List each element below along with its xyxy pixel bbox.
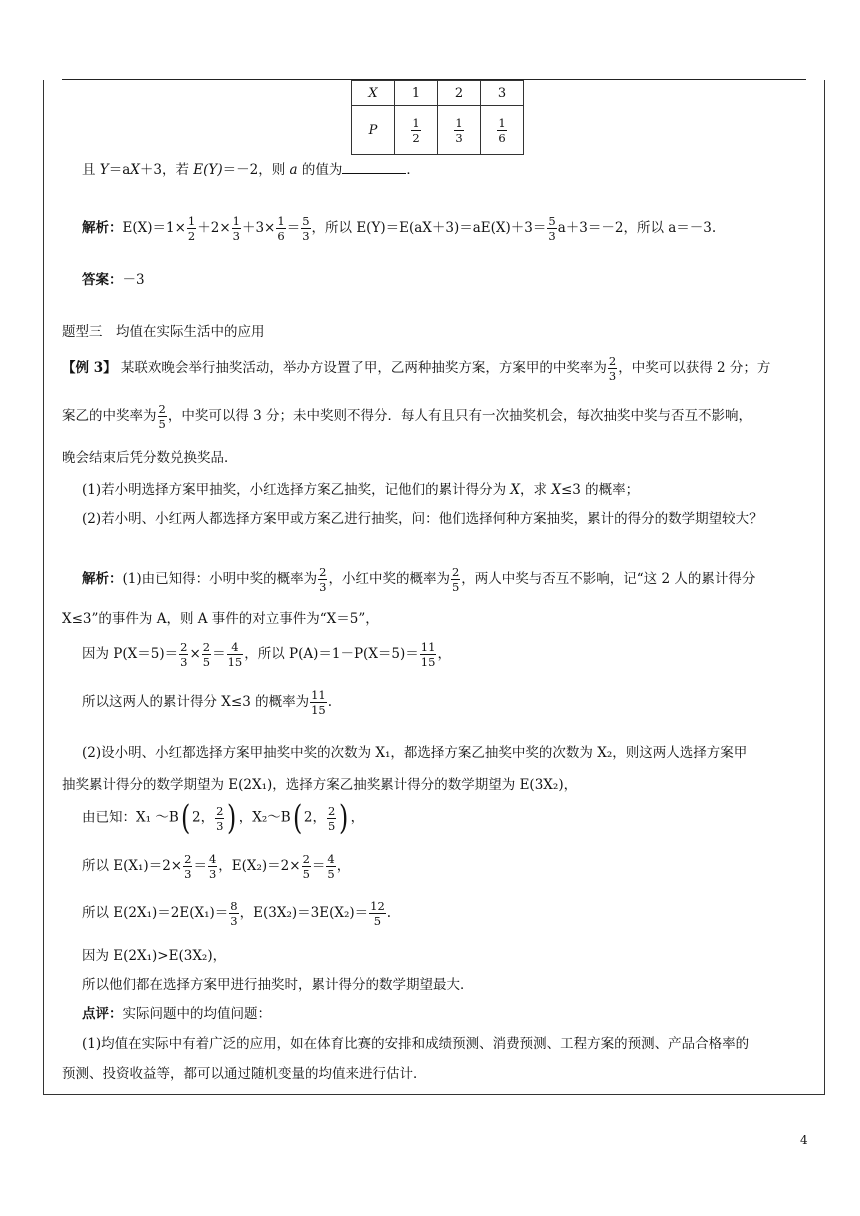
- table-row: [352, 106, 524, 155]
- table-cell: 1: [395, 81, 438, 106]
- solution-1: 解析：E(X)＝1× $\frac{1}{2}$ ＋2× $\frac{1}{3}$ ＋3× $\frac{1}{6}$ ＝ $\frac{5}{3}$ ，所以 E(Y)＝E(aX＋3)＝aE(X)＋3＝ $\frac{5}{3}$ a＋3＝－2，所以 a＝－3.: [82, 214, 717, 243]
- example-3-question-1: (1)若小明选择方案甲抽奖，小红选择方案乙抽奖，记他们的累计得分为 X，求 X≤3 的概率；: [82, 482, 640, 498]
- solution-2-line-7: 由已知：X₁ ～B( 2， $\frac{2}{3}$ ) ，X₂～B( 2， $\frac{2}{5}$ ) ，: [82, 798, 365, 838]
- comment-line-1: (1)均值在实际中有着广泛的应用，如在体育比赛的安排和成绩预测、消费预测、工程方案的预测、产品合格率的: [82, 1036, 750, 1052]
- table-cell: X: [352, 81, 395, 106]
- solution-2-line-2: X≤3”的事件为 A，则 A 事件的对立事件为“X＝5”，: [62, 611, 379, 627]
- table-cell: [395, 106, 438, 155]
- example-3-question-2: (2)若小明、小红两人都选择方案甲或方案乙进行抽奖，问：他们选择何种方案抽奖，累计的得分的数学期望较大？: [82, 511, 763, 527]
- table-cell: P: [352, 106, 395, 155]
- solution-2-line-5: (2)设小明、小红都选择方案甲抽奖中奖的次数为 X₁，都选择方案乙抽奖中奖的次数为 X₂，则这两人选择方案甲: [82, 745, 748, 761]
- table-cell: 2: [438, 81, 481, 106]
- solution-2-line-4: 所以这两人的累计得分 X≤3 的概率为 $\frac{11}{15}$ .: [82, 688, 333, 717]
- table-cell: [481, 106, 524, 155]
- solution-2-line-11: 所以他们都在选择方案甲进行抽奖时，累计得分的数学期望最大．: [82, 977, 474, 993]
- table-row: [352, 81, 524, 106]
- solution-2-line-6: 抽奖累计得分的数学期望为 E(2X₁)，选择方案乙抽奖累计得分的数学期望为 E(3X₂)，: [62, 777, 578, 793]
- solution-2-line-9: 所以 E(2X₁)＝2E(X₁)＝ $\frac{8}{3}$ ，E(3X₂)＝3E(X₂)＝ $\frac{12}{5}$ .: [82, 899, 392, 928]
- distribution-table: [351, 80, 524, 155]
- fraction: $\frac{1}{2}$: [412, 115, 420, 145]
- table-cell: [438, 106, 481, 155]
- answer-blank: [342, 161, 406, 174]
- solution-2-line-3: 因为 P(X＝5)＝ $\frac{2}{3}$ × $\frac{2}{5}$ ＝ $\frac{4}{15}$ ，所以 P(A)＝1－P(X＝5)＝ $\frac{11}{15}$ ，: [82, 640, 451, 669]
- section-title: 题型三 均值在实际生活中的应用: [62, 324, 265, 340]
- example-3-line-2: 案乙的中奖率为 $\frac{2}{5}$ ，中奖可以得 3 分；未中奖则不得分．每人有且只有一次抽奖机会，每次抽奖中奖与否互不影响，: [62, 402, 752, 431]
- solution-2-line-8: 所以 E(X₁)＝2× $\frac{2}{3}$ ＝ $\frac{4}{3}$ ，E(X₂)＝2× $\frac{2}{5}$ ＝ $\frac{4}{5}$ ，: [82, 852, 351, 881]
- page-number: 4: [800, 1133, 808, 1147]
- comment-line-2: 预测、投资收益等，都可以通过随机变量的均值来进行估计．: [62, 1066, 427, 1082]
- answer-1: 答案：－3: [82, 272, 145, 288]
- question-line: 且 Y＝aX＋3，若 E(Y)＝－2，则 a 的值为 ．: [82, 162, 420, 178]
- comment-heading: 点评：实际问题中的均值问题：: [82, 1006, 271, 1022]
- solution-2-line-1: 解析：(1)由已知得：小明中奖的概率为 $\frac{2}{3}$ ，小红中奖的概率为 $\frac{2}{5}$ ，两人中奖与否互不影响，记“这 2 人的累计得分: [82, 565, 756, 594]
- solution-2-line-10: 因为 E(2X₁)>E(3X₂)，: [82, 948, 227, 964]
- fraction: $\frac{1}{3}$: [455, 115, 463, 145]
- example-3-line-3: 晚会结束后凭分数兑换奖品．: [62, 450, 238, 466]
- table-cell: 3: [481, 81, 524, 106]
- fraction: $\frac{1}{6}$: [498, 115, 506, 145]
- example-3-line-1: 【例 3】 某联欢晚会举行抽奖活动，举办方设置了甲，乙两种抽奖方案，方案甲的中奖率为 $\frac{2}{3}$ ，中奖可以获得 2 分；方: [62, 354, 771, 383]
